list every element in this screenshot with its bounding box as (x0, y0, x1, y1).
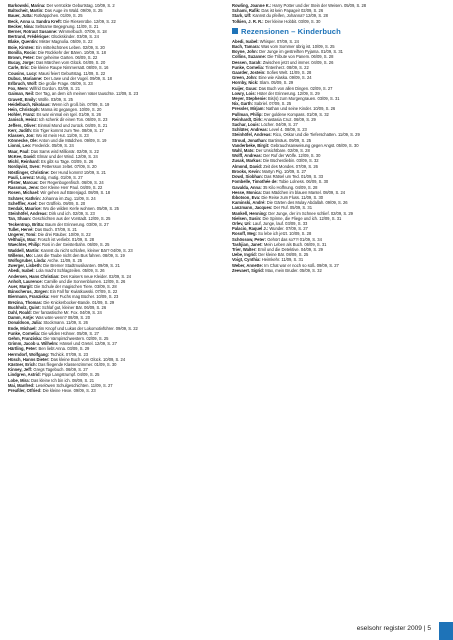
footer-accent-bar (439, 622, 453, 640)
entry-author: Kerr, Judith: (8, 127, 33, 133)
entry-author: Weber, Annette: (232, 262, 263, 268)
entry-details: Das Buch von allen Dingen. 02/09, S. 27 (258, 85, 333, 91)
entry-author: Anholt, Laurence: (8, 278, 43, 284)
left-column (8, 3, 222, 619)
entry-author: McKee, David: (8, 153, 37, 159)
entry-details: Seltsame Begegnung. 11/09, S. 21 (35, 23, 99, 29)
entry-author: Rosoff, Meg: (232, 231, 257, 237)
entry-author: Hornby, Nick: (232, 80, 259, 86)
index-entry (232, 268, 446, 273)
entry-author: Bucay, Jorge: (8, 60, 35, 66)
entry-details: Wölfe. 03/09, S. 25 (38, 96, 73, 102)
entry-details: Das kleine Buch vom Glück. 10/09, S. 24 (50, 356, 126, 362)
entry-author: Pfister, Marcus: (8, 179, 39, 185)
entry-details: Die Bücherdiebin. 03/09, S. 32 (263, 158, 319, 164)
entry-author: Nix, Garth: (232, 101, 253, 107)
entry-author: Berner, Rotraut Susanne: (8, 29, 58, 35)
entry-author: Abedi, Isabel: (8, 268, 35, 274)
index-entry (8, 388, 222, 393)
entry-details: Mister Magnolia. 05/09, S. 22 (39, 39, 93, 45)
entry-details: Der kleine Hobbit. 03/09, S. 30 (264, 18, 321, 24)
entry-author: Bertrand, Frédérique: (8, 34, 50, 40)
section-title: Rezensionen – Kinderbuch (241, 26, 341, 36)
entry-author: Maar, Paul: (8, 148, 30, 154)
entry-author: Sachar, Louis: (232, 122, 261, 128)
entry-author: Tashjian, Janet: (232, 241, 263, 247)
entry-details: Lauf, Junge, lauf. 03/09, S. 33 (252, 220, 308, 226)
entry-details: Jim Knopf und Lukas der Lokomotivführer. 09/09, S. 22 (37, 325, 138, 331)
entry-details: Lass die Taube nicht den Bus fahren. 08/09, S. 19 (34, 252, 125, 258)
entry-author: Lowry, Lois: (232, 90, 256, 96)
entry-details: Die kleine Hexe. 09/09, S. 23 (42, 388, 96, 394)
entry-details: Tintenherz. 08/09, S. 22 (265, 64, 309, 70)
entry-details: Der Junge, der im Schnee schlief. 02/09, S. 29 (268, 210, 353, 216)
entry-details: Ben liebt Anna. 03/09, S. 29 (38, 346, 90, 352)
entry-author: Jeffers, Oliver: (8, 122, 37, 128)
entry-details: Die kleine Raupe Nimmersatt. 08/09, S. 16 (30, 65, 109, 71)
entry-details: Frederick. 05/09, S. 24 (32, 143, 74, 149)
entry-author: Nöstlinger, Christine: (8, 169, 50, 175)
entry-details: Glückskinder. 03/09, S. 24 (51, 34, 99, 40)
entry-details: Das kleine Ich bin ich. 08/09, S. 21 (31, 377, 95, 383)
entry-details: Herr Fuchs mag Bücher. 10/09, S. 23 (50, 294, 119, 300)
entry-author: Fombelle, Timothée de: (232, 179, 278, 185)
right-column-top-entries (232, 3, 446, 24)
entry-details: Das Märchen vom Glück. 04/09, S. 20 (35, 60, 106, 66)
entry-author: Damm, Antje: (8, 315, 35, 321)
entry-author: Tolkien, J. R. R.: (232, 18, 264, 24)
entry-details: Der kleine Bär. 08/09, S. 25 (258, 252, 309, 258)
entry-author: Nordqvist, Sven: (8, 164, 41, 170)
section-heading (232, 27, 446, 36)
entry-author: Wahl, Mats: (232, 148, 255, 154)
entry-details: Das ist kein Papagei! 02/09, S. 26 (261, 8, 324, 14)
entry-details: Martyn Pig. 10/09, S. 27 (262, 168, 307, 174)
entry-details: Rico, Oskar und die Tieferschatten. 11/09, S. 29 (272, 132, 360, 138)
entry-details: Das Rätsel um Ted. 01/09, S. 33 (264, 174, 324, 180)
entry-author: Bonilla, Rocio: (8, 49, 37, 55)
entry-author: Härtling, Peter: (8, 346, 38, 352)
entry-author: Carle, Eric: (8, 65, 30, 71)
entry-author: Stroud, Jonathan: (232, 137, 268, 143)
entry-details: Was vom Sommer übrig ist. 10/09, S. 25 (261, 44, 335, 50)
entry-details: Geschichten aus der Vorstadt. 12/09, S. 25 (32, 216, 111, 222)
entry-author: Bánscherus, Jürgen: (8, 289, 49, 295)
entry-details: Slam. 05/09, S. 29 (259, 80, 294, 86)
entry-author: Kuijer, Guus: (232, 85, 258, 91)
entry-details: Mausi feiert Geburtstag. 11/09, S. 22 (38, 70, 106, 76)
entry-details: Bartimäus. 09/09, S. 25 (268, 137, 312, 143)
entry-author: Blake, Quentin: (8, 39, 39, 45)
entry-author: Ende, Michael: (8, 325, 37, 331)
entry-author: Gaarder, Jostein: (232, 70, 266, 76)
entry-details: Heimkehr. 11/09, S. 31 (261, 257, 304, 263)
entry-author: Zusak, Markus: (232, 158, 262, 164)
entry-details: Stockmann. 11/09, S. 26 (43, 320, 88, 326)
entry-details: Zwischen jetzt und immer. 04/09, S. 26 (262, 59, 334, 65)
entry-details: Kannst du pfeifen, Johanna? 12/09, S. 28 (252, 13, 328, 19)
entry-author: Pauli, Lorenz: (8, 174, 35, 180)
entry-details: Der Kleine Herr Paul. 04/09, S. 22 (40, 185, 103, 191)
entry-details: Die Bremer Stadtmusikanten. 09/09, S. 21 (43, 263, 120, 269)
section-marker (232, 28, 238, 34)
entry-details: Arche. 11/09, S. 25 (47, 257, 83, 263)
entry-details: Level 4. 08/09, S. 23 (269, 127, 307, 133)
entry-author: Ungerer, Tomi: (8, 231, 37, 237)
entry-author: Kinney, Jeff: (8, 367, 33, 373)
entry-details: Die drei Räuber. 10/09, S. 22 (37, 231, 91, 237)
entry-author: Könnecke, Ole: (8, 138, 38, 144)
entry-author: Hein, Christoph: (8, 107, 40, 113)
entry-details: Sofies Welt. 11/09, S. 28 (266, 70, 312, 76)
entry-author: Erlbruch, Wolf: (8, 81, 38, 87)
entry-author: Heidelbach, Nikolaus: (8, 101, 51, 107)
entry-details: Gregs Tagebuch. 06/09, S. 27 (33, 367, 88, 373)
entry-details: Rosi in der Geisterbahn. 06/09, S. 25 (42, 242, 110, 248)
entry-author: Brooks, Kevin: (232, 168, 261, 174)
entry-details: Das fliegende Klassenzimmer. 01/09, S. 30 (38, 362, 117, 368)
entry-author: Lindgren, Astrid: (8, 372, 41, 378)
entry-details: Gehört das so??! 01/09, S. 34 (267, 236, 322, 242)
entry-author: Rassmus, Jens: (8, 185, 40, 191)
entry-details: Harry Potter und der Stein der Weisen. 05/09, S. 28 (272, 3, 367, 8)
entry-author: Orlev, Uri: (232, 220, 252, 226)
entry-author: Reinhardt, Dirk: (232, 116, 263, 122)
entry-author: Pullman, Philip: (232, 111, 263, 117)
entry-author: Bauer, Jutta: (8, 13, 33, 19)
entry-details: Wunder. 07/09, S. 27 (269, 226, 308, 232)
entry-details: Die Schule der magischen Tiere. 03/09, S. 28 (34, 283, 117, 289)
index-entry (232, 19, 446, 24)
entry-details: Einmal Mond und zurück. 04/09, S. 21 (37, 122, 108, 128)
entry-details: Der Grüffelo. 09/09, S. 20 (38, 200, 86, 206)
entry-details: Das Mädchen im blauen Mantel. 08/09, S. 24 (263, 189, 346, 195)
entry-author: Sendak, Maurice: (8, 205, 42, 211)
entry-details: Gebrauchsanweisung gegen Angst. 05/09, S. 30 (270, 142, 359, 148)
right-column-section-entries (232, 39, 446, 273)
entry-details: Der fantastische Mr. Fox. 04/09, S. 24 (33, 309, 102, 315)
entry-author: Velthuijs, Max: (8, 237, 37, 243)
entry-details: Hänsel und Gretel. 12/09, S. 27 (59, 341, 117, 347)
entry-details: Die Gärten des Mulay Abdallah. 09/09, S. 26 (266, 200, 348, 206)
entry-author: Michl, Reinhard: (8, 159, 40, 165)
entry-author: Hesse, Monica: (232, 189, 262, 195)
entry-details: Die Riesenrübe. 12/09, S. 22 (63, 18, 116, 24)
entry-author: Tullet, Hervé: (8, 226, 34, 232)
entry-details: Der goldene Kompass. 01/09, S. 32 (263, 111, 329, 117)
entry-author: Biermann, Franziska: (8, 294, 50, 300)
entry-details: Die Spinne, die Fliege und ich. 12/09, S. 31 (262, 215, 342, 221)
entry-details: Leselöwen Schulgeschichten. 11/09, S. 27 (35, 382, 113, 388)
entry-details: Tschick. 07/09, S. 23 (50, 351, 89, 357)
entry-details: Des Kaisers neue Kleider. 02/09, S. 24 (60, 273, 132, 279)
entry-details: Bis(s) zum Morgengrauen. 03/09, S. 31 (268, 96, 340, 102)
entry-author: Tan, Shaun: (8, 216, 32, 222)
entry-author: Buchholz, Quint: (8, 304, 41, 310)
entry-details: Ein Tiger kommt zum Tee. 08/09, S. 17 (33, 127, 104, 133)
entry-author: Gehm, Franziska: (8, 336, 43, 341)
entry-author: Dessen, Sarah: (232, 59, 262, 65)
entry-details: Das Buch. 07/09, S. 21 (34, 226, 77, 232)
entry-details: Sabriel. 07/09, S. 25 (254, 101, 292, 107)
entry-details: Es gibt so Tage. 03/09, S. 26 (41, 159, 94, 165)
entry-details: Im Chat war er noch so süß. 09/09, S. 27 (264, 262, 339, 268)
entry-details: Löcher. 04/09, S. 27 (261, 122, 298, 128)
entry-details: So lebe ich jetzt. 10/09, S. 28 (257, 231, 312, 237)
entry-author: Barkowski, Marina: (8, 3, 46, 8)
entry-details: Frosch ist verliebt. 01/09, S. 28 (37, 237, 95, 243)
entry-details: Die Tribute von Panem. 06/09, S. 28 (267, 54, 334, 60)
entry-author: Lanzmann, Jacques: (232, 205, 273, 211)
entry-details: Whisper. 07/09, S. 24 (259, 38, 299, 44)
entry-author: Klassen, Jon: (8, 133, 35, 139)
entry-details: Der verrückte Geburtstag. 10/09, S. 2 (46, 3, 115, 8)
entry-details: Emil und die Detektive. 04/09, S. 29 (257, 246, 323, 252)
entry-details: Rotkäppchen. 01/09, S. 25 (33, 13, 83, 19)
entry-author: Scheffler, Axel: (8, 200, 38, 206)
entry-details: Pettersson zeltet. 07/09, S. 20 (41, 164, 97, 170)
entry-author: Schlüter, Andreas: (232, 127, 269, 133)
entry-author: Janisch, Heinz: (8, 117, 38, 123)
entry-author: Hohler, Franz: (8, 112, 36, 118)
entry-author: Beck, Anna u. Sandra Kreft: (8, 18, 63, 24)
entry-author: Waddell, Martin: (8, 247, 40, 253)
entry-author: Gravett, Emily: (8, 96, 37, 102)
entry-details: Eine wie Alaska. 09/09, S. 24 (258, 75, 312, 81)
entry-author: Hüsch, Hanns Dieter: (8, 356, 50, 362)
entry-details: Der Hund kommt! 10/09, S. 21 (50, 169, 106, 175)
entry-details: Die Reise zum Fluss. 11/09, S. 30 (261, 194, 324, 200)
entry-details: Anastasia Cruz. 06/09, S. 29 (263, 116, 316, 122)
entry-details: Wimmelbuch. 07/09, S. 18 (58, 29, 107, 35)
entry-details: Der Ruf. 05/09, S. 31 (273, 205, 312, 211)
entry-details: Tobie Lolness. 06/09, S. 30 (278, 179, 329, 185)
entry-details: Camille und die Sonnenblumen. 12/09, S. 26 (44, 278, 126, 284)
entry-details: Das Auge im Wald. 09/09, S. 25 (44, 8, 103, 14)
entry-author: Preußler, Otfried: (8, 388, 42, 394)
entry-author: Ibbotson, Eva: (232, 194, 261, 200)
entry-details: Anton und die Mädchen. 09/09, S. 19 (38, 138, 107, 144)
entry-author: Boyne, John: (232, 49, 258, 55)
entry-details: Ein mittelschönes Leben. 02/09, S. 20 (35, 44, 105, 50)
entry-author: Dubuc, Marianne: (8, 75, 43, 81)
entry-author: Green, John: (232, 75, 258, 81)
entry-details: Der geheime Garten. 06/09, S. 22 (35, 55, 98, 61)
entry-details: Die wilden Hühner. 05/09, S. 27 (41, 330, 99, 336)
entry-author: Lobe, Mira: (8, 377, 30, 383)
entry-details: Mama ist gegangen. 10/09, S. 20 (41, 107, 102, 113)
entry-details: Elmar und der Wind. 12/09, S. 24 (37, 153, 98, 159)
entry-author: Baltscheit, Martin: (8, 8, 44, 14)
entry-author: Boie, Kirsten: (8, 44, 35, 50)
entry-author: Brezina, Thomas: (8, 299, 43, 305)
entry-details: Die Rückkehr der Bären. 10/09, S. 18 (37, 49, 106, 55)
entry-details: Das Sams wird Millionär. 02/09, S. 22 (30, 148, 99, 154)
entry-author: Funke, Cornelia: (232, 64, 265, 70)
entry-author: Rosen, Michael: (8, 190, 40, 196)
entry-details: Der Regenbogenfisch. 06/09, S. 24 (39, 179, 104, 185)
entry-details: Dirk und ich. 02/09, S. 23 (48, 211, 95, 217)
entry-details: Die große Frage. 05/09, S. 23 (38, 81, 93, 87)
entry-author: Herrndorf, Wolfgang: (8, 351, 50, 357)
entry-details: Wilfrid Gordon. 02/09, S. 21 (29, 86, 80, 92)
entry-author: Willems, Mo: (8, 252, 34, 258)
entry-author: Meyer, Stephenie: (232, 96, 267, 102)
entry-author: Voigt, Cynthia: (232, 257, 261, 263)
entry-author: Mankell, Henning: (232, 210, 268, 216)
entry-author: Auer, Margit: (8, 283, 34, 289)
entry-details: Baum der Erinnerung. 03/09, S. 27 (45, 221, 109, 227)
entry-author: Mai, Manfred: (8, 382, 35, 388)
entry-details: Ein Fall für Kwiatkowski. 07/09, S. 22 (49, 289, 118, 295)
entry-details: Die Knickerbocker-Bande. 01/09, S. 29 (43, 299, 115, 305)
entry-details: Die Vampirschwestern. 02/09, S. 25 (43, 336, 109, 341)
entry-author: Kästner, Erich: (8, 362, 37, 368)
entry-details: Kannst du nicht schlafen, kleiner Bär? 04/09, S. 23 (40, 247, 133, 253)
entry-author: Bach, Tamara: (232, 44, 260, 50)
entry-details: Ich schenk dir einen Ton. 06/09, S. 23 (38, 117, 108, 123)
entry-details: Pippi Langstrumpf. 04/09, S. 25 (42, 372, 100, 378)
entry-details: Der Junge im gestreiften Pyjama. 01/09, S. 31 (259, 49, 343, 55)
entry-details: Wo die wilden Kerle wohnen. 05/09, S. 25 (42, 205, 119, 211)
entry-author: Abedi, Isabel: (232, 38, 259, 44)
entry-author: Kaminski, André: (232, 200, 266, 206)
entry-details: Wenn ich groß bin. 07/09, S. 19 (51, 101, 110, 107)
entry-details: Mein Leben als Buch. 06/09, S. 31 (263, 241, 327, 247)
entry-author: Vanderbeke, Birgit: (232, 142, 270, 148)
entry-author: Schärer, Kathrin: (8, 195, 42, 201)
entry-details: Was wäre wenn? 08/09, S. 20 (35, 315, 90, 321)
entry-author: Uebe, Ingrid: (232, 252, 258, 258)
entry-author: Lionni, Leo: (8, 143, 32, 149)
entry-author: Steinhöfel, Andreas: (8, 211, 48, 217)
entry-details: 35 Kilo Hoffnung. 04/09, S. 28 (262, 184, 318, 190)
entry-details: Schlaf gut, kleiner Bär. 06/09, S. 26 (41, 304, 107, 310)
entry-author: Becker, Nina: (8, 23, 34, 29)
entry-author: Nielsen, Susin: (232, 215, 262, 221)
page-footer (0, 622, 453, 640)
entry-author: Dowd, Siobhan: (232, 174, 264, 180)
entry-author: Stark, Ulf: (232, 13, 252, 19)
entry-author: Steinhöfel, Andreas: (232, 132, 272, 138)
entry-details: Lola macht Schlagzeilen. 05/09, S. 26 (35, 268, 105, 274)
footer-page-label: eselsohr register 2009 | 5 (356, 625, 431, 632)
entry-details: Zeit des Mondes. 07/09, S. 26 (263, 163, 318, 169)
entry-details: Der Ruf der Wölfe. 12/09, S. 30 (263, 153, 321, 159)
entry-details: Wir gehen auf Bärenjagd. 08/09, S. 18 (40, 190, 111, 196)
entry-author: Fox, Mem: (8, 86, 29, 92)
entry-details: Max, mein Bruder. 05/09, S. 32 (265, 267, 322, 273)
entry-author: Grimm, Jacob u. Wilhelm: (8, 341, 59, 347)
entry-author: Dahl, Roald: (8, 309, 32, 315)
entry-author: Gavalda, Anna: (232, 184, 262, 190)
entry-details: Mutig, mutig. 01/09, S. 27 (36, 174, 83, 180)
entry-author: Waechter, Philip: (8, 242, 41, 248)
entry-author: Teckentrup, Britta: (8, 221, 45, 227)
entry-author: Schössow, Peter: (232, 236, 267, 242)
entry-details: Hüter der Erinnerung. 12/09, S. 29 (256, 90, 320, 96)
entry-details: Wo ist mein Hut. 11/09, S. 23 (35, 133, 89, 139)
entry-author: Collins, Suzanne: (232, 54, 267, 60)
entry-details: Der Löwe und der Vogel. 09/09, S. 18 (43, 75, 112, 81)
entry-author: Funke, Cornelia: (8, 330, 41, 336)
entry-author: Wolff, Andreas: (232, 153, 263, 159)
entry-details: Nathan und seine Kinder. 10/09, S. 26 (265, 106, 336, 112)
entry-details: Der Tag, an dem ich meinen Vater tauschte. 12/09, S. 23 (35, 91, 139, 97)
entry-details: Der Unsichtbare. 02/09, S. 28 (255, 148, 310, 154)
entry-author: Trier, Walter: (232, 246, 257, 252)
entry-details: Johanna im Zug. 11/09, S. 24 (42, 195, 96, 201)
entry-author: Rowling, Joanne K.: (232, 3, 272, 8)
entry-details: Es war einmal ein Igel. 01/09, S. 26 (36, 112, 101, 118)
entry-author: Palacio, Raquel J.: (232, 226, 269, 232)
entry-author: Pressler, Mirjam: (232, 106, 265, 112)
entry-author: Gaiman, Neil: (8, 91, 35, 97)
entry-author: Zwerger, Lisbeth: (8, 263, 42, 269)
entry-author: Almond, David: (232, 163, 263, 169)
entry-author: Donaldson, Julia: (8, 320, 43, 326)
entry-author: Schami, Rafik: (232, 8, 261, 14)
entry-author: Andersen, Hans Christian: (8, 273, 60, 279)
entry-author: Wolfsgruber, Linda: (8, 257, 47, 263)
right-column (232, 3, 446, 619)
entry-author: Cousins, Lucy: (8, 70, 38, 76)
entry-author: Brown, Peter: (8, 55, 35, 61)
entry-author: Zeevaert, Sigrid: (232, 267, 265, 273)
